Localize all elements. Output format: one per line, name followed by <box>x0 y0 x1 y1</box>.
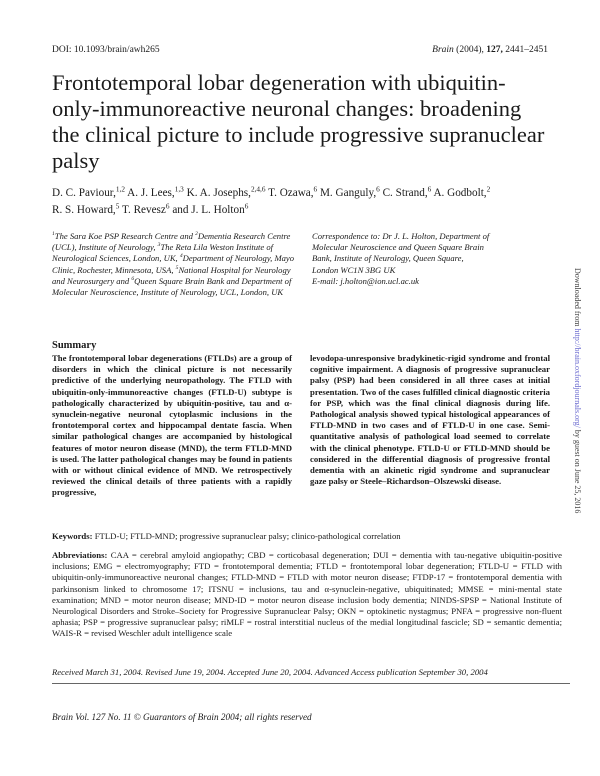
journal-footer: Brain Vol. 127 No. 11 © Guarantors of Brain 2004; all rights reserved <box>52 712 312 722</box>
author: T. Ozawa,$^6$ <box>268 185 318 199</box>
author: D. C. Paviour,$^{1,2}$ <box>52 185 125 199</box>
abbreviations-label: Abbreviations: <box>52 550 108 560</box>
correspondence-line: Bank, Institute of Neurology, Queen Square, <box>312 253 464 264</box>
author: A. J. Lees,$^{1,3}$ <box>127 185 184 199</box>
correspondence-line: London WC1N 3BG UK <box>312 264 396 275</box>
keywords-label: Keywords: <box>52 531 93 541</box>
correspondence <box>312 231 560 287</box>
abbreviations <box>52 550 562 640</box>
author: C. Strand,$^6$ <box>382 185 432 199</box>
received-dates: Received March 31, 2004. Revised June 19, 2004. Accepted June 20, 2004. Advanced Access publication September 30, 2004 <box>52 667 488 677</box>
keywords-text: FTLD-U; FTLD-MND; progressive supranuclear palsy; clinico-pathological correlation <box>94 531 401 541</box>
journal-citation <box>432 45 548 55</box>
correspondence-line: Molecular Neuroscience and Queen Square Brain <box>312 242 484 253</box>
summary-text-left: The frontotemporal lobar degenerations (FTLDs) are a group of disorders in which the clinical picture is not necessarily predictive of the underlying neuropathology. The FTLD with ubiquitin-only-immunoreactive changes (FTLD-U) subtype is pathologically characterized by ubiquitin-positive, tau and α-synuclein-negative neuronal cytoplasmic inclusions in the frontotemporal cortex and hippocampal dentate fascia. When similar pathological changes are accompanied by histological features of motor neuron disease (MND), the term FTLD-MND is used. The latter pathological changes may be found in patients with or without clinical evidence of MND. We retrospectively reviewed the clinical details of three patients with a rapidly progressive, <box>52 353 292 498</box>
author-list <box>52 185 562 219</box>
affiliations: $^1$The Sara Koe PSP Research Centre and $^2$Dementia Research Centre (UCL), Institute of Neurology, $^3$The Reta Lila Weston Institute of Neurological Sciences, London, UK, $^4$Department of Neurology, Mayo Clinic, Rochester, Minnesota, USA, $^5$National Hospital for Neurology and Neurosurgery and $^6$Queen Square Brain Bank and Department of Molecular Neuroscience, Institute of Neurology, UCL, London, UK <box>52 231 295 298</box>
abbreviations-text: CAA = cerebral amyloid angiopathy; CBD = corticobasal degeneration; DUI = dementia with tau-negative ubiquitin-positive inclusions; EMG = electromyography; FTD = frontotemporal dementia; FTLD = frontotemporal lobar degeneration; FTLD-U = FTLD with ubiquitin-only-immunoreactive neuronal changes; FTLD-MND = FTLD with motor neuron disease; FTDP-17 = frontotemporal dementia with parkinsonism linked to chromosome 17; ITSNU = inclusions, tau and α-synuclein-negative, ubiquitinated; MMSE = mini-mental state examination; MND = motor neuron disease; MND-ID = motor neuron disease inclusion body dementia; NINDS-SPSP = National Institute of Neurological Disorders and Stroke–Society for Progressive Supranuclear Palsy; OKN = optokinetic nystagmus; PNFA = progressive non-fluent aphasia; PSP = progressive supranuclear palsy; riMLF = rostral interstitial nucleus of the medial longitudinal fascicle; SD = semantic dementia; WAIS-R = revised Weschler adult intelligence scale <box>52 550 563 639</box>
summary-text-right: levodopa-unresponsive bradykinetic-rigid syndrome and frontal cognitive impairment. A diagnosis of progressive supranuclear palsy (PSP) had been considered in all three cases at initial presentation. Two of the cases fulfilled clinical diagnostic criteria for PSP, which was the final clinical diagnosis during life. Pathological analysis showed typical histological appearances of FTLD-MND in two cases and of FTLD-U in one case. Semi-quantitative analysis of pathological load seemed to correlate with the clinical phenotype. FTLD-U or FTLD-MND should be considered in the differential diagnosis of progressive frontal dementia with an akinetic rigid syndrome and supranuclear gaze palsy or Steele–Richardson–Olszewski disease. <box>310 353 550 487</box>
footer-divider <box>52 683 570 684</box>
author: T. Revesz$^6$ <box>121 202 170 216</box>
journal-year: (2004), <box>456 45 484 55</box>
watermark-prefix: Downloaded from <box>573 268 582 329</box>
author: K. A. Josephs,$^{2,4,6}$ <box>186 185 266 199</box>
author-line-1 <box>52 185 562 202</box>
watermark-link[interactable]: http://brain.oxfordjournals.org/ <box>573 328 582 428</box>
correspondence-email[interactable]: E-mail: j.holton@ion.ucl.ac.uk <box>312 275 419 286</box>
summary-heading: Summary <box>52 340 97 351</box>
author: R. S. Howard,$^5$ <box>52 202 120 216</box>
journal-pages: 2441–2451 <box>505 45 548 55</box>
correspondence-line: Correspondence to: Dr J. L. Holton, Department of <box>312 231 490 241</box>
article-title: Frontotemporal lobar degeneration with ubiquitin-only-immunoreactive neuronal changes: broadening the clinical picture to include progressive supranuclear palsy <box>52 70 545 173</box>
author: A. Godbolt,$^2$ <box>433 185 491 199</box>
keywords <box>52 531 552 542</box>
journal-name: Brain <box>432 45 454 55</box>
author: and J. L. Holton$^6$ <box>172 202 249 216</box>
doi-label: DOI: 10.1093/brain/awh265 <box>52 45 160 55</box>
journal-volume: 127, <box>486 45 503 55</box>
author: M. Ganguly,$^6$ <box>319 185 380 199</box>
watermark-suffix: by guest on June 25, 2016 <box>573 427 582 514</box>
author-line-2 <box>52 202 562 219</box>
download-watermark <box>566 268 586 548</box>
